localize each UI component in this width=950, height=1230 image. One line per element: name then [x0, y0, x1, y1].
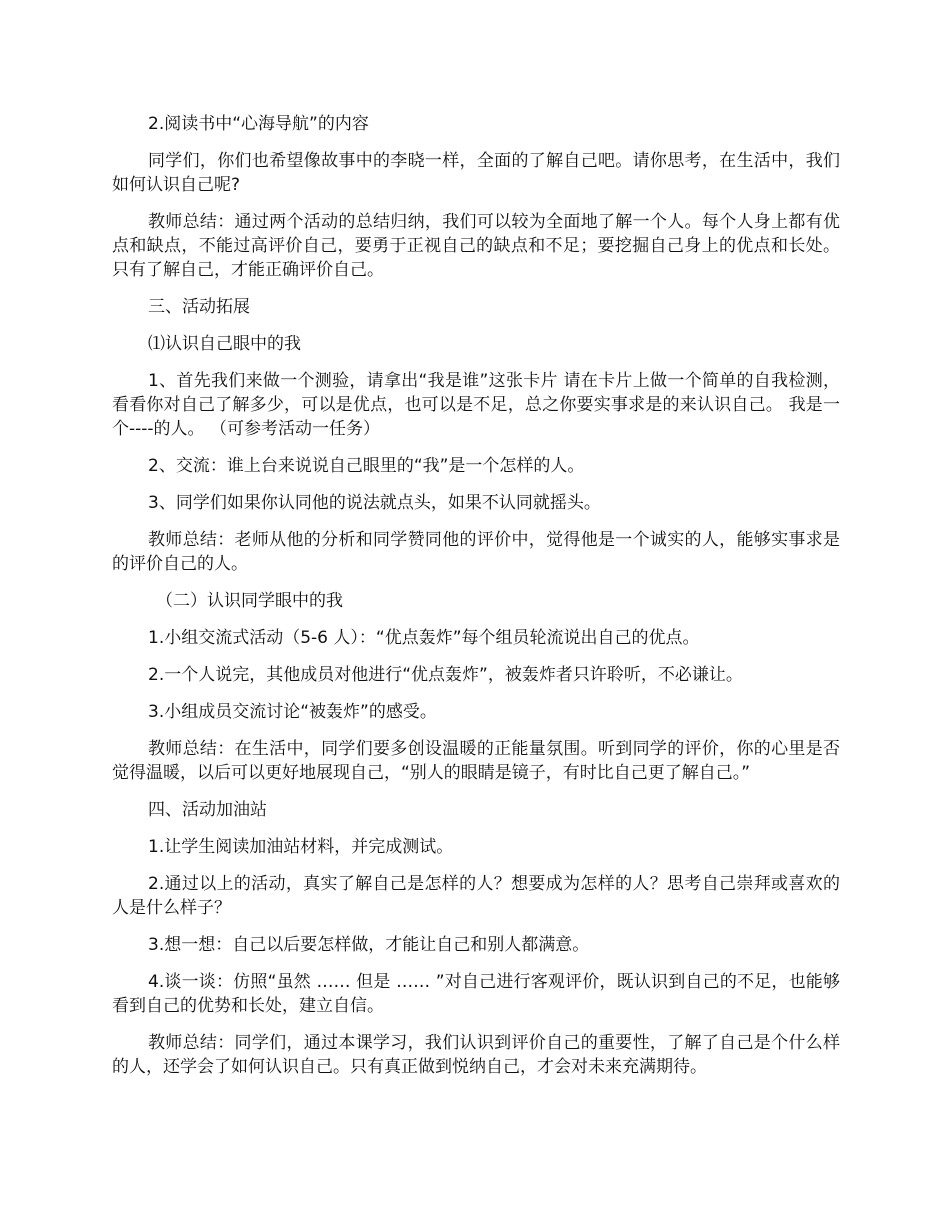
- paragraph-summary-3: 教师总结：在生活中，同学们要多创设温暖的正能量氛围。听到同学的评价，你的心里是否觉得温暖，以后可以更好地展现自己，“别人的眼睛是镜子，有时比自己更了解自己。”: [112, 739, 840, 783]
- paragraph-praise-bombing: 2.一个人说完，其他成员对他进行“优点轰炸”，被轰炸者只许聆听，不必谦让。: [148, 665, 743, 685]
- section-heading-4: 四、活动加油站: [148, 800, 267, 820]
- subheading-classmate-view: （二）认识同学眼中的我: [156, 591, 343, 611]
- paragraph-summary-2: 教师总结：老师从他的分析和同学赞同他的评价中，觉得他是一个诚实的人，能够实事求是的评价自己的人。: [112, 530, 840, 574]
- section-heading-3: 三、活动拓展: [148, 297, 250, 317]
- paragraph-reading-material: 1.让学生阅读加油站材料，并完成测试。: [148, 837, 454, 857]
- paragraph-question: 同学们，你们也希望像故事中的李晓一样，全面的了解自己吧。请你思考，在生活中，我们如何认识自己呢?: [112, 151, 840, 195]
- paragraph-talk: 4.谈一谈：仿照“虽然 …… 但是 …… ”对自己进行客观评价，既认识到自己的不足，也能够看到自己的优势和长处，建立自信。: [112, 972, 840, 1016]
- paragraph-nod: 3、同学们如果你认同他的说法就点头，如果不认同就摇头。: [148, 493, 601, 513]
- subheading-self-view: ⑴认识自己眼中的我: [148, 334, 301, 354]
- paragraph-test: 1、首先我们来做一个测验，请拿出“我是谁”这张卡片 请在卡片上做一个简单的自我检测，看看你对自己了解多少，可以是优点，也可以是不足，总之你要实事求是的来认识自己。 我是一个----的人。 （可参考活动一任务）: [112, 371, 840, 439]
- paragraph-summary-1: 教师总结：通过两个活动的总结归纳，我们可以较为全面地了解一个人。每个人身上都有优点和缺点，不能过高评价自己，要勇于正视自己的缺点和不足；要挖掘自己身上的优点和长处。只有了解自己，才能正确评价自己。: [112, 212, 840, 280]
- paragraph-reading-task: 2.阅读书中“心海导航”的内容: [148, 114, 369, 134]
- paragraph-group-activity: 1.小组交流式活动（5-6 人）：“优点轰炸”每个组员轮流说出自己的优点。: [148, 628, 700, 648]
- paragraph-summary-4: 教师总结：同学们，通过本课学习，我们认识到评价自己的重要性，了解了自己是个什么样的人，还学会了如何认识自己。只有真正做到悦纳自己，才会对未来充满期待。: [112, 1033, 840, 1077]
- paragraph-think: 3.想一想：自己以后要怎样做，才能让自己和别人都满意。: [148, 935, 590, 955]
- paragraph-reflection: 2.通过以上的活动，真实了解自己是怎样的人？想要成为怎样的人？思考自己崇拜或喜欢的人是什么样子？: [112, 874, 840, 918]
- paragraph-exchange: 2、交流：谁上台来说说自己眼里的“我”是一个怎样的人。: [148, 456, 585, 476]
- paragraph-discussion: 3.小组成员交流讨论“被轰炸”的感受。: [148, 702, 437, 722]
